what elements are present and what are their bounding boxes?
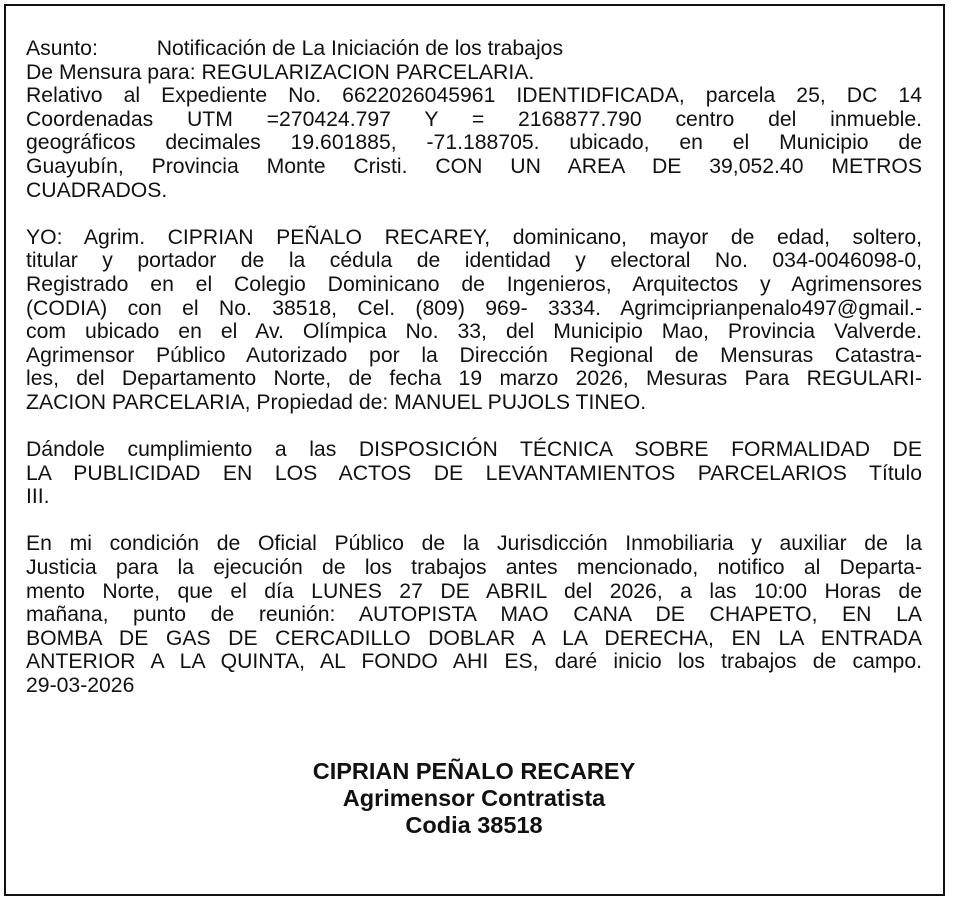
text-line: Guayubín, Provincia Monte Cristi. CON UN AREA DE 39,052.40 METROS: [26, 154, 922, 178]
signature-codia: Codia 38518: [405, 812, 543, 838]
notice-paragraph: [26, 532, 922, 697]
text-line: En mi condición de Oficial Público de la Jurisdicción Inmobiliaria y auxiliar de la: [26, 532, 922, 556]
notice-paragraph: [26, 226, 922, 415]
text-line: CUADRADOS.: [26, 178, 168, 202]
text-line: Relativo al Expediente No. 6622026045961 IDENTIDFICADA, parcela 25, DC 14: [26, 84, 922, 108]
legal-notice: [4, 4, 945, 896]
text-line: YO: Agrim. CIPRIAN PEÑALO RECAREY, dominicano, mayor de edad, soltero,: [26, 225, 922, 249]
text-line: ANTERIOR A LA QUINTA, AL FONDO AHI ES, daré inicio los trabajos de campo.: [26, 650, 922, 674]
signature-title: Agrimensor Contratista: [342, 785, 606, 811]
notice-paragraph: [26, 37, 922, 202]
text-line: titular y portador de la cédula de identidad y electoral No. 034-0046098-0,: [26, 249, 922, 273]
text-line: III.: [26, 485, 50, 509]
text-line: 29-03-2026: [26, 674, 135, 698]
text-line: mento Norte, que el día LUNES 27 DE ABRIL del 2026, a las 10:00 Horas de: [26, 579, 922, 603]
text-line: geográficos decimales 19.601885, -71.188705. ubicado, en el Municipio de: [26, 131, 922, 155]
text-line: LA PUBLICIDAD EN LOS ACTOS DE LEVANTAMIENTOS PARCELARIOS Título: [26, 461, 922, 485]
text-line: mañana, punto de reunión: AUTOPISTA MAO CANA DE CHAPETO, EN LA: [26, 603, 922, 627]
text-line: les, del Departamento Norte, de fecha 19 marzo 2026, Mesuras Para REGULARI-: [26, 367, 922, 391]
text-line: Asunto: Notificación de La Iniciación de los trabajos: [26, 37, 564, 60]
text-line: Registrado en el Colegio Dominicano de Ingenieros, Arquitectos y Agrimensores: [26, 272, 922, 296]
text-line: Justicia para la ejecución de los trabajos antes mencionado, notifico al Departa-: [26, 556, 922, 580]
text-line: Dándole cumplimiento a las DISPOSICIÓN TÉCNICA SOBRE FORMALIDAD DE: [26, 438, 922, 462]
text-line: De Mensura para: REGULARIZACION PARCELARIA.: [26, 60, 535, 84]
text-line: Agrimensor Público Autorizado por la Dirección Regional de Mensuras Catastra-: [26, 343, 922, 367]
notice-paragraph: [26, 438, 922, 509]
text-line: ZACION PARCELARIA, Propiedad de: MANUEL PUJOLS TINEO.: [26, 390, 647, 414]
notice-body: [26, 37, 922, 721]
text-line: com ubicado en el Av. Olímpica No. 33, del Municipio Mao, Provincia Valverde.: [26, 320, 922, 344]
text-line: BOMBA DE GAS DE CERCADILLO DOBLAR A LA DERECHA, EN LA ENTRADA: [26, 626, 922, 650]
text-line: Coordenadas UTM =270424.797 Y = 2168877.790 centro del inmueble.: [26, 107, 922, 131]
signature-name: CIPRIAN PEÑALO RECAREY: [312, 758, 636, 784]
signature-block: [26, 758, 922, 839]
text-line: (CODIA) con el No. 38518, Cel. (809) 969- 3334. Agrimciprianpenalo497@gmail.-: [26, 296, 922, 320]
